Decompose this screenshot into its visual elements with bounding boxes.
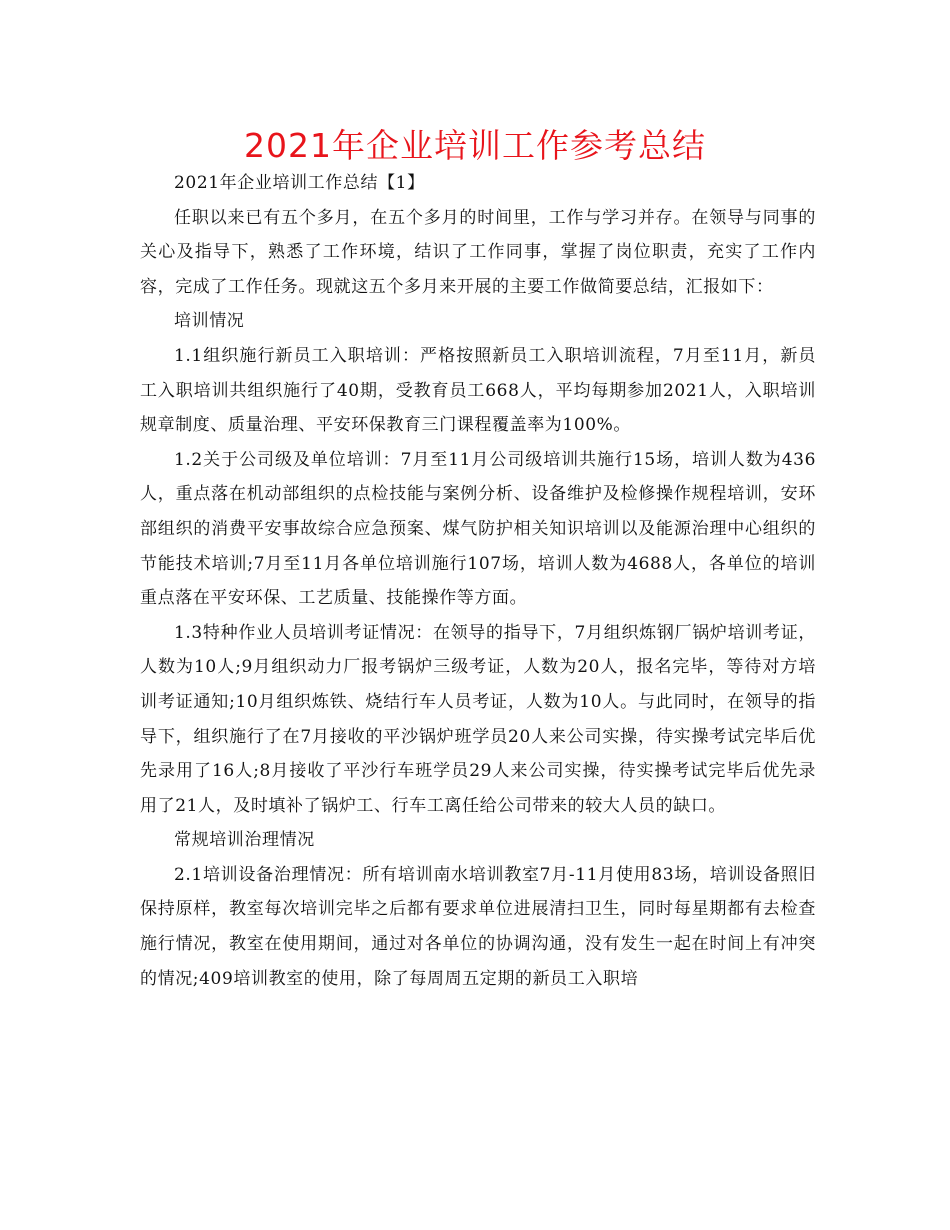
section-heading: 培训情况 [174,311,245,332]
document-body [140,166,816,996]
document-title: 2021年企业培训工作参考总结 [244,126,706,165]
paragraph: 1.1组织施行新员工入职培训：严格按照新员工入职培训流程，7月至11月，新员工入职培训共组织施行了40期，受教育员工668人，平均每期参加2021人，入职培训规章制度、质量治理、平安环保教育三门课程覆盖率为100%。 [140,345,816,436]
paragraph: 2.1培训设备治理情况：所有培训南水培训教室7月-11月使用83场，培训设备照旧保持原样，教室每次培训完毕之后都有要求单位进展清扫卫生，同时每星期都有去检查施行情况，教室在使用期间，通过对各单位的协调沟通，没有发生一起在时间上有冲突的情况;409培训教室的使用，除了每周周五定期的新员工入职培 [140,864,816,989]
section-heading: 2021年企业培训工作总结【1】 [174,173,425,193]
paragraph: 任职以来已有五个多月，在五个多月的时间里，工作与学习并存。在领导与同事的关心及指导下，熟悉了工作环境，结识了工作同事，掌握了岗位职责，充实了工作内容，完成了工作任务。现就这五个多月来开展的主要工作做简要总结，汇报如下： [140,207,816,297]
section-heading: 常规培训治理情况 [174,830,315,851]
paragraph: 1.2关于公司级及单位培训：7月至11月公司级培训共施行15场，培训人数为436人，重点落在机动部组织的点检技能与案例分析、设备维护及检修操作规程培训，安环部组织的消费平安事故综合应急预案、煤气防护相关知识培训以及能源治理中心组织的节能技术培训;7月至11月各单位培训施行107场，培训人数为4688人，各单位的培训重点落在平安环保、工艺质量、技能操作等方面。 [140,449,816,609]
paragraph: 1.3特种作业人员培训考证情况：在领导的指导下，7月组织炼钢厂锅炉培训考证，人数为10人;9月组织动力厂报考锅炉三级考证，人数为20人，报名完毕，等待对方培训考证通知;10月组织炼铁、烧结行车人员考证，人数为10人。与此同时，在领导的指导下，组织施行了在7月接收的平沙锅炉班学员20人来公司实操，待实操考试完毕后优先录用了16人;8月接收了平沙行车班学员29人来公司实操，待实操考试完毕后优先录用了21人，及时填补了锅炉工、行车工离任给公司带来的较大人员的缺口。 [140,622,816,816]
